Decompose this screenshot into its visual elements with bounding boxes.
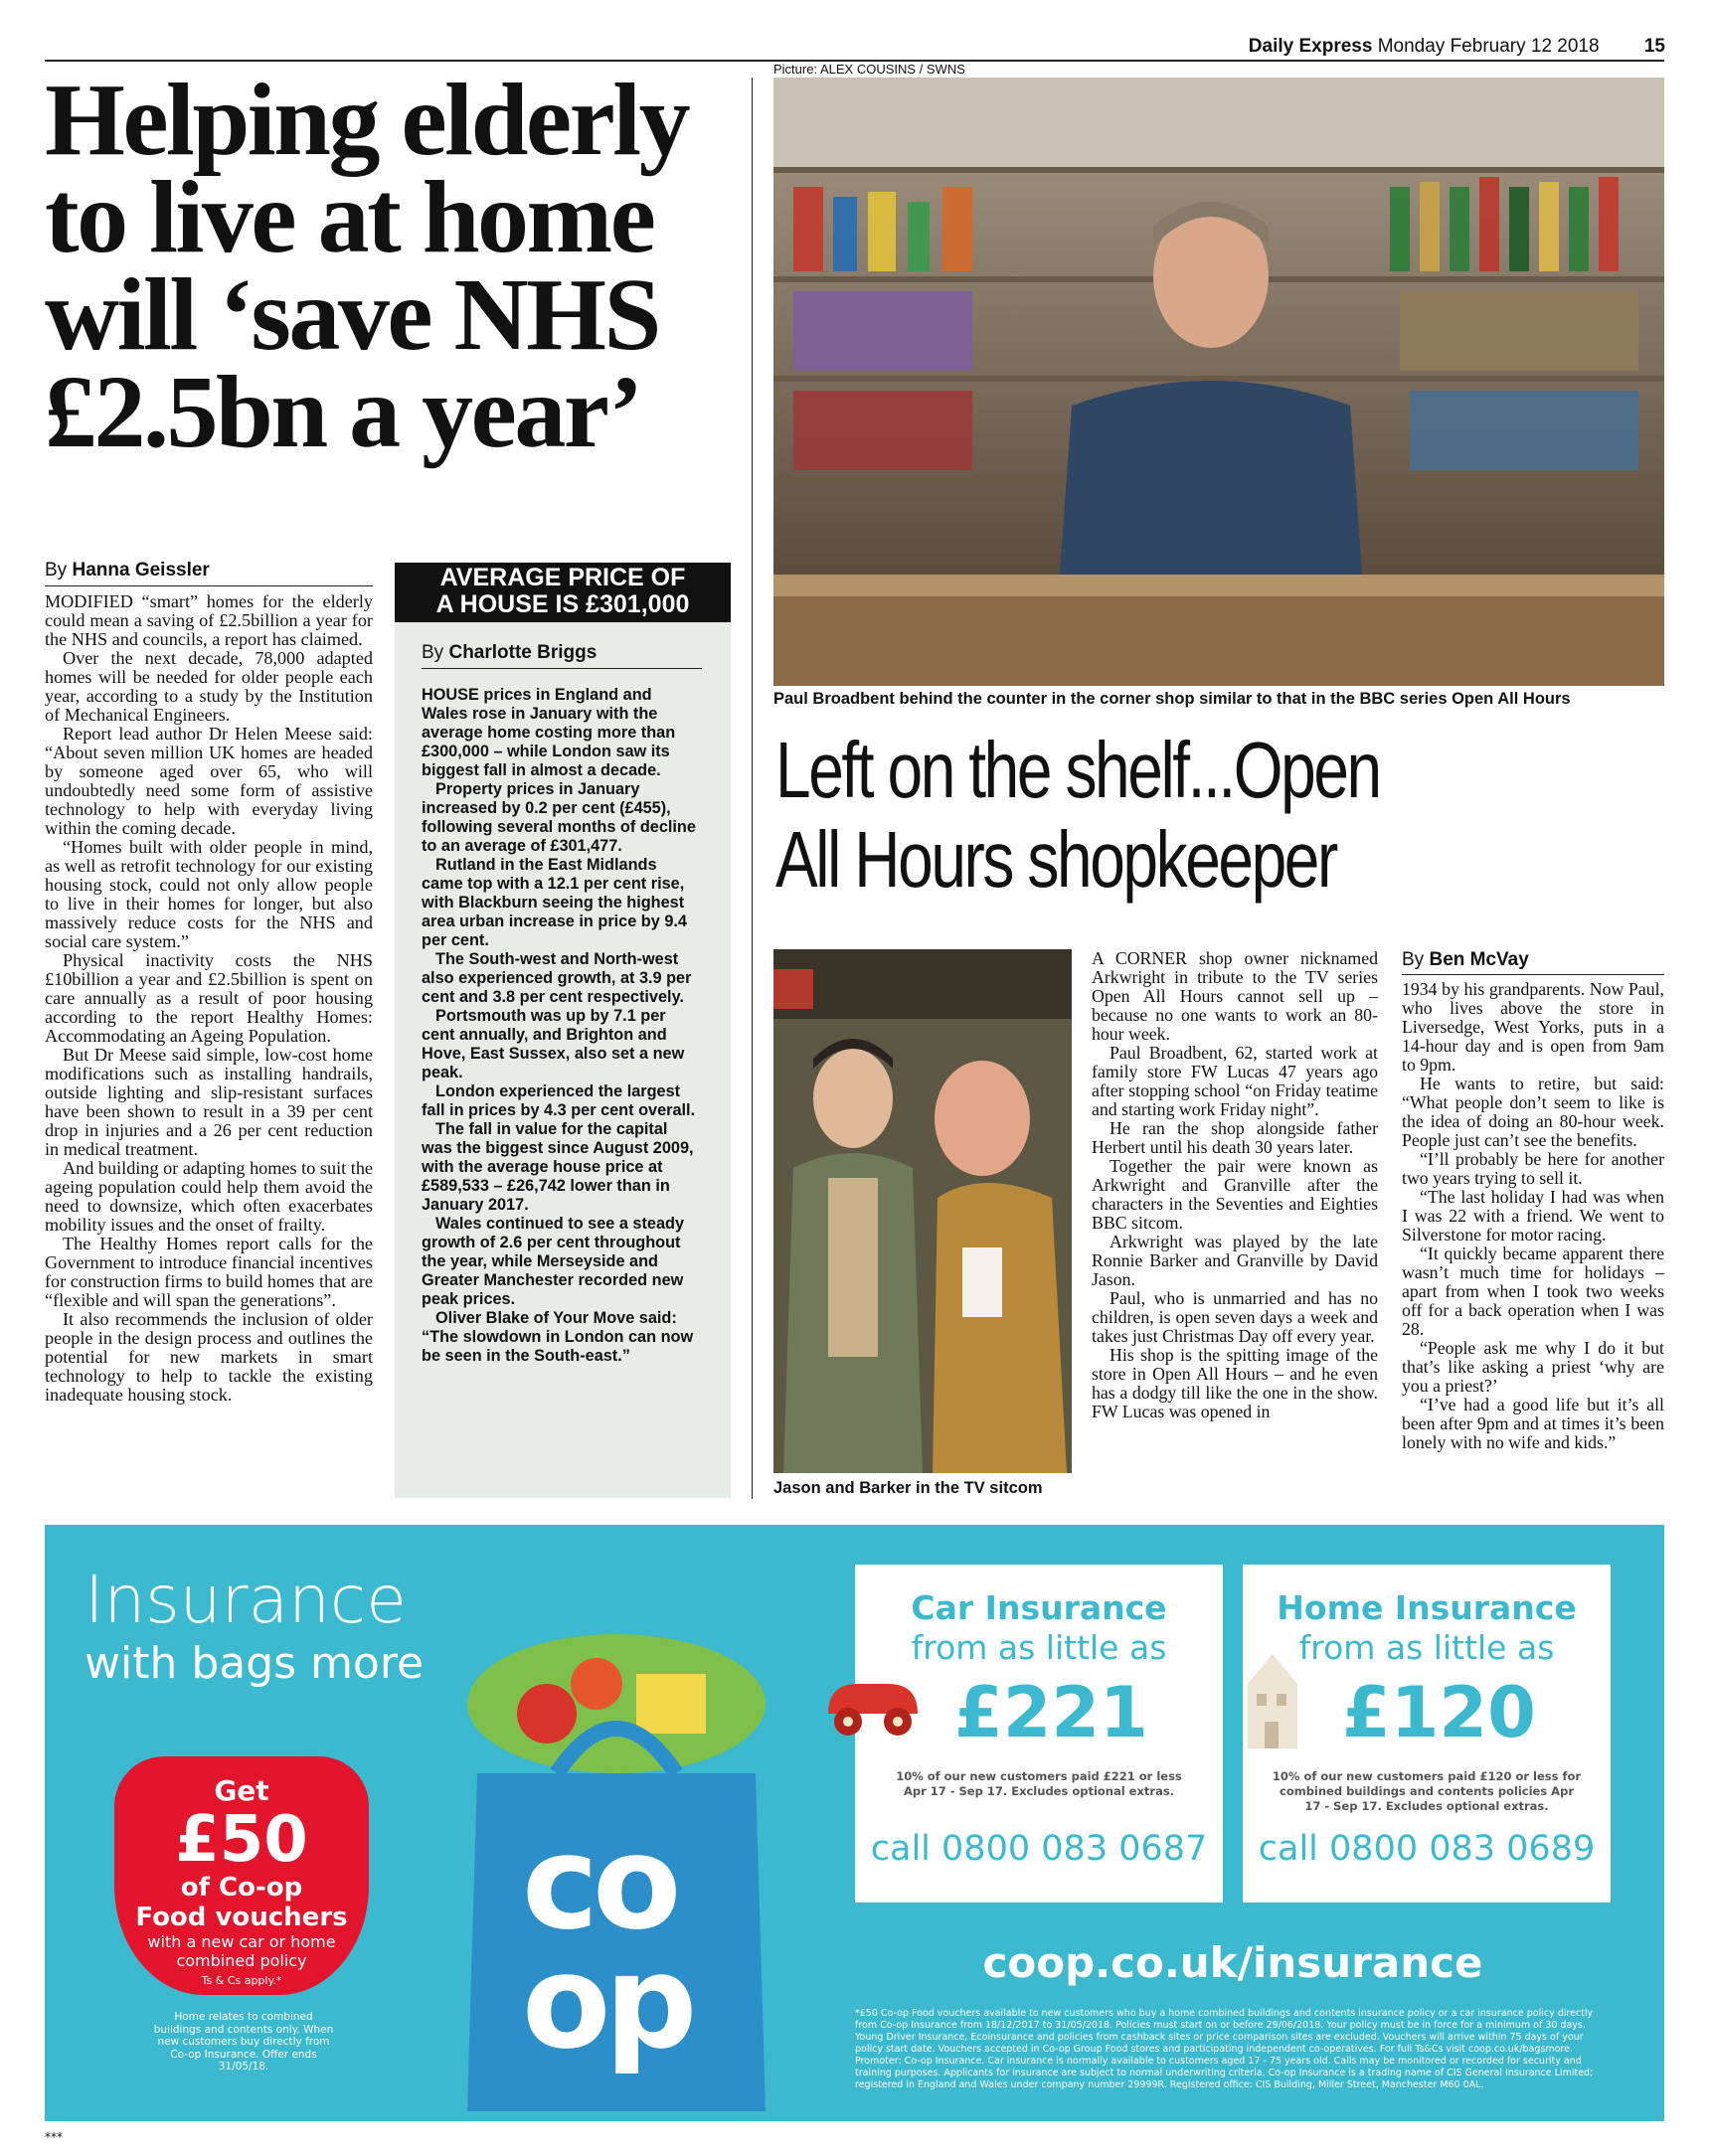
article-body-shop-col1 (1092, 949, 1378, 1421)
home-insurance-title: Home Insurance (1277, 1588, 1577, 1627)
paragraph: “Homes built with older people in mind, as well as retrofit technology for our existing housing stock, could not only allow people to live in their homes for longer, but also massively reduce costs for the NHS and social care system.” (45, 837, 373, 951)
paragraph: 1934 by his grandparents. Now Paul, who lives above the store in Liversedge, West Yorks, puts in a 14-hour day and is open from 9am to 9pm. (1402, 979, 1664, 1075)
paragraph: Paul Broadbent, 62, started work at family store FW Lucas 47 years ago after stopping school “on Friday teatime and starting work Friday night”. (1092, 1043, 1378, 1119)
paragraph: “The last holiday I had was when I was 22 with a friend. We went to Silverstone for motor racing. (1402, 1187, 1664, 1244)
issue-date: Monday February 12 2018 (1377, 36, 1600, 57)
paragraph: Paul, who is unmarried and has no children, is open seven days a week and takes just Christmas Day off every year. (1092, 1288, 1378, 1346)
paragraph: He wants to retire, but said: “What people don’t seem to like is the idea of doing an 80-hour week. People just can’t see the benefits. (1402, 1074, 1664, 1150)
paragraph: Together the pair were known as Arkwright and Granville after the characters in the Seventies and Eighties BBC sitcom. (1092, 1156, 1378, 1233)
paper-name: Daily Express (1248, 36, 1373, 57)
paragraph: “I’ve had a good life but it’s all been after 9pm and at times it’s been lonely with no wife and kids.” (1402, 1395, 1664, 1452)
home-insurance-subtitle: from as little as (1298, 1628, 1555, 1667)
badge-amount: £50 (175, 1803, 308, 1877)
paragraph: And building or adapting homes to suit the ageing population could help them avoid the need to downsize, which often exacerbates mobility issues and the onset of frailty. (45, 1158, 373, 1235)
author-name: Charlotte Briggs (448, 642, 598, 663)
paragraph: The Healthy Homes report calls for the Government to introduce financial incentives for construction firms to build homes that are “flexible and will span the generations”. (45, 1234, 373, 1310)
byline-geissler (45, 560, 210, 581)
sitcom-caption: Jason and Barker in the TV sitcom (773, 1479, 1043, 1497)
byline-rule (1402, 974, 1664, 975)
coop-logo-top: co (522, 1807, 676, 1958)
byline-rule (422, 668, 702, 669)
badge-tcs: Ts & Cs apply.* (201, 1974, 282, 1987)
byline-rule (45, 585, 373, 586)
byline-prefix: By (1402, 949, 1425, 970)
headline-line: All Hours shopkeeper (775, 815, 1336, 904)
article-body-elderly (45, 592, 373, 1405)
article-body-shop-col2 (1402, 980, 1664, 1452)
paragraph: “People ask me why I do it but that’s like asking a priest ‘why are you a priest?’ (1402, 1338, 1664, 1396)
paragraph: MODIFIED “smart” homes for the elderly could mean a saving of £2.5billion a year for the NHS and councils, a report has claimed. (45, 591, 373, 649)
author-name: Hanna Geissler (72, 560, 210, 580)
sidebar-title-line: AVERAGE PRICE OF (439, 564, 686, 591)
paragraph: The South-west and North-west also experienced growth, at 3.9 per cent and 3.8 per cent respectively. (422, 950, 692, 1006)
toy-car-icon (818, 1664, 928, 1743)
column-divider (752, 78, 753, 1499)
car-insurance-note: 10% of our new customers paid £221 or less Apr 17 - Sep 17. Excludes optional extras. (896, 1769, 1182, 1798)
paragraph: Wales continued to see a steady growth of 2.6 per cent throughout the year, while Merseyside and Greater Manchester recorded new peak prices. (422, 1215, 685, 1308)
car-insurance-phone[interactable]: call 0800 083 0687 (870, 1829, 1208, 1869)
paragraph: A CORNER shop owner nicknamed Arkwright in tribute to the TV series Open All Hours cannot sell up – because no one wants to work an 80-hour week. (1092, 948, 1378, 1044)
coop-logo-bottom: op (522, 1926, 692, 2077)
photo-credit: Picture: ALEX COUSINS / SWNS (773, 62, 965, 77)
paragraph: Physical inactivity costs the NHS £10billion a year and £2.5billion is spent on care annually as a result of poor housing according to the report Healthy Homes: Accommodating an Ageing Population. (45, 950, 373, 1046)
paragraph: “It quickly became apparent there wasn’t much time for holidays – apart from when I took two weeks off for a back operation when I was 28. (1402, 1244, 1664, 1339)
paragraph: HOUSE prices in England and Wales rose in January with the average home costing more than £300,000 – while London saw its biggest fall in almost a decade. (422, 686, 676, 779)
paragraph: He ran the shop alongside father Herbert until his death 30 years later. (1092, 1118, 1378, 1157)
home-insurance-note: 10% of our new customers paid £120 or less for combined buildings and contents policies Apr 17 - Sep 17. Excludes optional extras. (1272, 1769, 1582, 1813)
photo-caption: Paul Broadbent behind the counter in the corner shop similar to that in the BBC series Open All Hours (773, 690, 1571, 708)
headline-elderly: Helping elderly to live at home will ‘save NHS £2.5bn a year’ (45, 63, 689, 469)
car-insurance-title: Car Insurance (911, 1588, 1167, 1627)
paragraph: Arkwright was played by the late Ronnie Barker and Granville by David Jason. (1092, 1232, 1378, 1289)
byline-mcvay (1402, 949, 1529, 971)
voucher-badge (114, 1756, 369, 1995)
home-insurance-price: £120 (1342, 1672, 1536, 1753)
masthead (1249, 36, 1665, 58)
paragraph: “I’ll probably be here for another two years trying to sell it. (1402, 1149, 1664, 1188)
coop-bag-logo (522, 1807, 692, 2077)
ad-title: Insurance (85, 1562, 407, 1638)
byline-briggs (422, 642, 597, 664)
paragraph: Oliver Blake of Your Move said: “The slowdown in London can now be seen in the South-east.” (422, 1309, 694, 1365)
sidebar-body (422, 686, 702, 1366)
home-insurance-phone[interactable]: call 0800 083 0689 (1258, 1829, 1596, 1869)
toy-house-icon (1243, 1644, 1302, 1753)
headline-line: Left on the shelf...Open (775, 726, 1380, 814)
home-insurance-panel (1243, 1565, 1611, 1903)
ad-fine-print: *£50 Co-op Food vouchers available to new customers who buy a home combined buildings and contents insurance policy or a car insurance policy directly from Co-op Insurance from 18/12/2017 to 31/05/2018. Policies must start on or before 29/06/2018. Your policy must be in force for a minimum of 30 days. Young Driver Insurance, Ecoinsurance and policies from cashback sites or price comparison sites are excluded. Vouchers will arrive within 75 days of your policy start date. Vouchers accepted in Co-op Group Food stores and participating independent co-operatives. For full Ts&Cs visit coop.co.uk/bagsmore. Promoter: Co-op Insurance. Car insurance is normally available to customers aged 17 - 75 years old. Calls may be monitored or recorded for security and training purposes. Applicants for insurance are subject to normal underwriting criteria. Co-op Insurance is a trading name of CIS General Insurance Limited; registered in England and Wales under company number 29999R. Registered office: CIS Building, Miller Street, Manchester M60 0AL. (855, 2008, 1594, 2090)
paragraph: His shop is the spitting image of the store in Open All Hours – and he even has a dodgy till like the one in the show. FW Lucas was opened in (1092, 1345, 1378, 1421)
car-insurance-subtitle: from as little as (911, 1628, 1167, 1667)
page-number: 15 (1643, 36, 1665, 57)
sitcom-photo (773, 949, 1072, 1473)
sidebar-title-line: A HOUSE IS £301,000 (435, 590, 690, 618)
shopkeeper-photo (773, 78, 1664, 686)
paragraph: Report lead author Dr Helen Meese said: “About seven million UK homes are headed by someone aged over 65, who will undoubtedly need some form of assistive technology to help with everyday living within the coming decade. (45, 724, 373, 838)
badge-note: Home relates to combined buildings and contents only. When new customers buy directly from Co-op Insurance. Offer ends 31/05/18. (153, 2011, 334, 2073)
car-insurance-price: £221 (954, 1672, 1148, 1753)
paragraph: It also recommends the inclusion of older people in the design process and outlines the potential for new markets in smart technology to help to tackle the existing inadequate housing stock. (45, 1309, 373, 1405)
byline-prefix: By (422, 642, 444, 663)
ad-url[interactable]: coop.co.uk/insurance (982, 1938, 1483, 1987)
paragraph: The fall in value for the capital was the biggest since August 2009, with the average house price at £589,533 – £26,742 lower than in January 2017. (422, 1120, 694, 1214)
badge-of: of Co-op (180, 1873, 303, 1903)
badge-get: Get (214, 1774, 269, 1807)
sidebar-title (395, 563, 731, 622)
paragraph: But Dr Meese said simple, low-cost home modifications such as installing handrails, outside lighting and slip-resistant surfaces have been shown to result in a 39 per cent drop in injuries and a 26 per cent reduction in medical treatment. (45, 1045, 373, 1159)
badge-food: Food vouchers (135, 1903, 348, 1932)
paragraph: Portsmouth was up by 7.1 per cent annually, and Brighton and Hove, East Sussex, also set a new peak. (422, 1007, 685, 1081)
author-name: Ben McVay (1429, 949, 1529, 970)
paragraph: Over the next decade, 78,000 adapted homes will be needed for older people each year, according to a study by the Institution of Mechanical Engineers. (45, 648, 373, 725)
paragraph: London experienced the largest fall in prices by 4.3 per cent overall. (422, 1082, 696, 1119)
footer-mark: *** (45, 2130, 63, 2144)
badge-combined: combined policy (176, 1951, 307, 1970)
byline-prefix: By (45, 560, 68, 580)
headline-shopkeeper (775, 726, 1491, 905)
paragraph: Rutland in the East Midlands came top with a 12.1 per cent rise, with Blackburn seeing the highest area urban increase in price by 9.4 per cent. (422, 856, 687, 949)
ad-subtitle: with bags more (85, 1638, 425, 1689)
paragraph: Property prices in January increased by 0.2 per cent (£455), following several months of decline to an average of £301,477. (422, 780, 696, 855)
badge-with: with a new car or home (147, 1932, 336, 1951)
